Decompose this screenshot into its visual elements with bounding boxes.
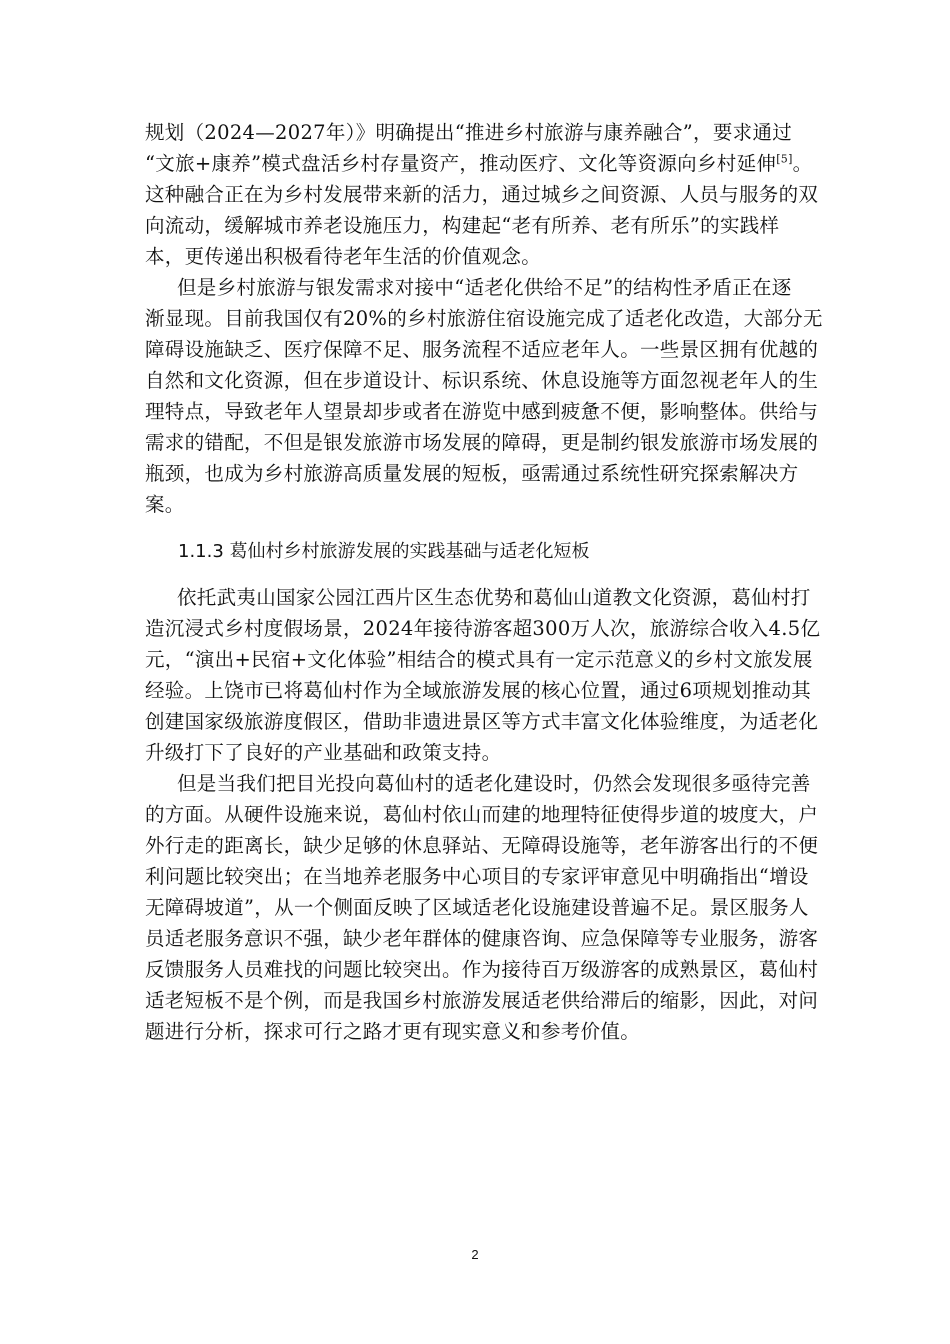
paragraph-3-line-6: 升级打下了良好的产业基础和政策支持。 xyxy=(145,741,502,764)
paragraph-3-line-4: 经验。上饶市已将葛仙村作为全域旅游发展的核心位置，通过6项规划推动其 xyxy=(145,679,812,702)
paragraph-3-line-5: 创建国家级旅游度假区，借助非遗进景区等方式丰富文化体验维度，为适老化 xyxy=(145,710,819,733)
paragraph-4-line-7: 反馈服务人员难找的问题比较突出。作为接待百万级游客的成熟景区，葛仙村 xyxy=(145,958,819,981)
paragraph-2-line-5: 理特点，导致老年人望景却步或者在游览中感到疲惫不便，影响整体。供给与 xyxy=(145,400,819,423)
paragraph-2-line-2: 渐显现。目前我国仅有20%的乡村旅游住宿设施完成了适老化改造，大部分无 xyxy=(145,307,823,330)
paragraph-4-line-8: 适老短板不是个例，而是我国乡村旅游发展适老供给滞后的缩影，因此，对问 xyxy=(145,989,819,1012)
page-number: 2 xyxy=(471,1247,479,1262)
section-heading: 1.1.3 葛仙村乡村旅游发展的实践基础与适老化短板 xyxy=(178,541,590,562)
paragraph-4-line-9: 题进行分析，探求可行之路才更有现实意义和参考价值。 xyxy=(145,1020,641,1043)
paragraph-2-line-4: 自然和文化资源，但在步道设计、标识系统、休息设施等方面忽视老年人的生 xyxy=(145,369,819,392)
paragraph-2-line-8: 案。 xyxy=(145,493,185,516)
paragraph-4-line-2: 的方面。从硬件设施来说，葛仙村依山而建的地理特征使得步道的坡度大，户 xyxy=(145,803,819,826)
paragraph-1-line-2-text: “文旅+康养”模式盘活乡村存量资产，推动医疗、文化等资源向乡村延伸 xyxy=(145,152,777,175)
paragraph-1-line-4: 向流动，缓解城市养老设施压力，构建起“老有所养、老有所乐”的实践样 xyxy=(145,214,780,237)
paragraph-1-line-2 xyxy=(145,152,812,176)
paragraph-2-line-1: 但是乡村旅游与银发需求对接中“适老化供给不足”的结构性矛盾正在逐 xyxy=(177,276,792,299)
citation-marker: [5] xyxy=(776,152,793,166)
paragraph-4-line-4: 利问题比较突出；在当地养老服务中心项目的专家评审意见中明确指出“增设 xyxy=(145,865,809,888)
paragraph-2-line-3: 障碍设施缺乏、医疗保障不足、服务流程不适应老年人。一些景区拥有优越的 xyxy=(145,338,819,361)
paragraph-2-line-6: 需求的错配，不但是银发旅游市场发展的障碍，更是制约银发旅游市场发展的 xyxy=(145,431,819,454)
paragraph-1-line-3: 这种融合正在为乡村发展带来新的活力，通过城乡之间资源、人员与服务的双 xyxy=(145,183,819,206)
paragraph-4-line-1: 但是当我们把目光投向葛仙村的适老化建设时，仍然会发现很多亟待完善 xyxy=(177,772,811,795)
paragraph-4-line-6: 员适老服务意识不强，缺少老年群体的健康咨询、应急保障等专业服务，游客 xyxy=(145,927,819,950)
paragraph-1-line-2-tail: 。 xyxy=(792,152,813,175)
paragraph-2-line-7: 瓶颈，也成为乡村旅游高质量发展的短板，亟需通过系统性研究探索解决方 xyxy=(145,462,799,485)
paragraph-1-line-1: 规划（2024—2027年）》明确提出“推进乡村旅游与康养融合”，要求通过 xyxy=(145,121,793,144)
paragraph-3-line-2: 造沉浸式乡村度假场景，2024年接待游客超300万人次，旅游综合收入4.5亿 xyxy=(145,617,821,640)
paragraph-4-line-3: 外行走的距离长，缺少足够的休息驿站、无障碍设施等，老年游客出行的不便 xyxy=(145,834,819,857)
paragraph-1-line-5: 本，更传递出积极看待老年生活的价值观念。 xyxy=(145,245,542,268)
paragraph-3-line-3: 元，“演出+民宿+文化体验”相结合的模式具有一定示范意义的乡村文旅发展 xyxy=(145,648,813,671)
paragraph-3-line-1: 依托武夷山国家公园江西片区生态优势和葛仙山道教文化资源，葛仙村打 xyxy=(177,586,811,609)
paragraph-4-line-5: 无障碍坡道”，从一个侧面反映了区域适老化设施建设普遍不足。景区服务人 xyxy=(145,896,809,919)
